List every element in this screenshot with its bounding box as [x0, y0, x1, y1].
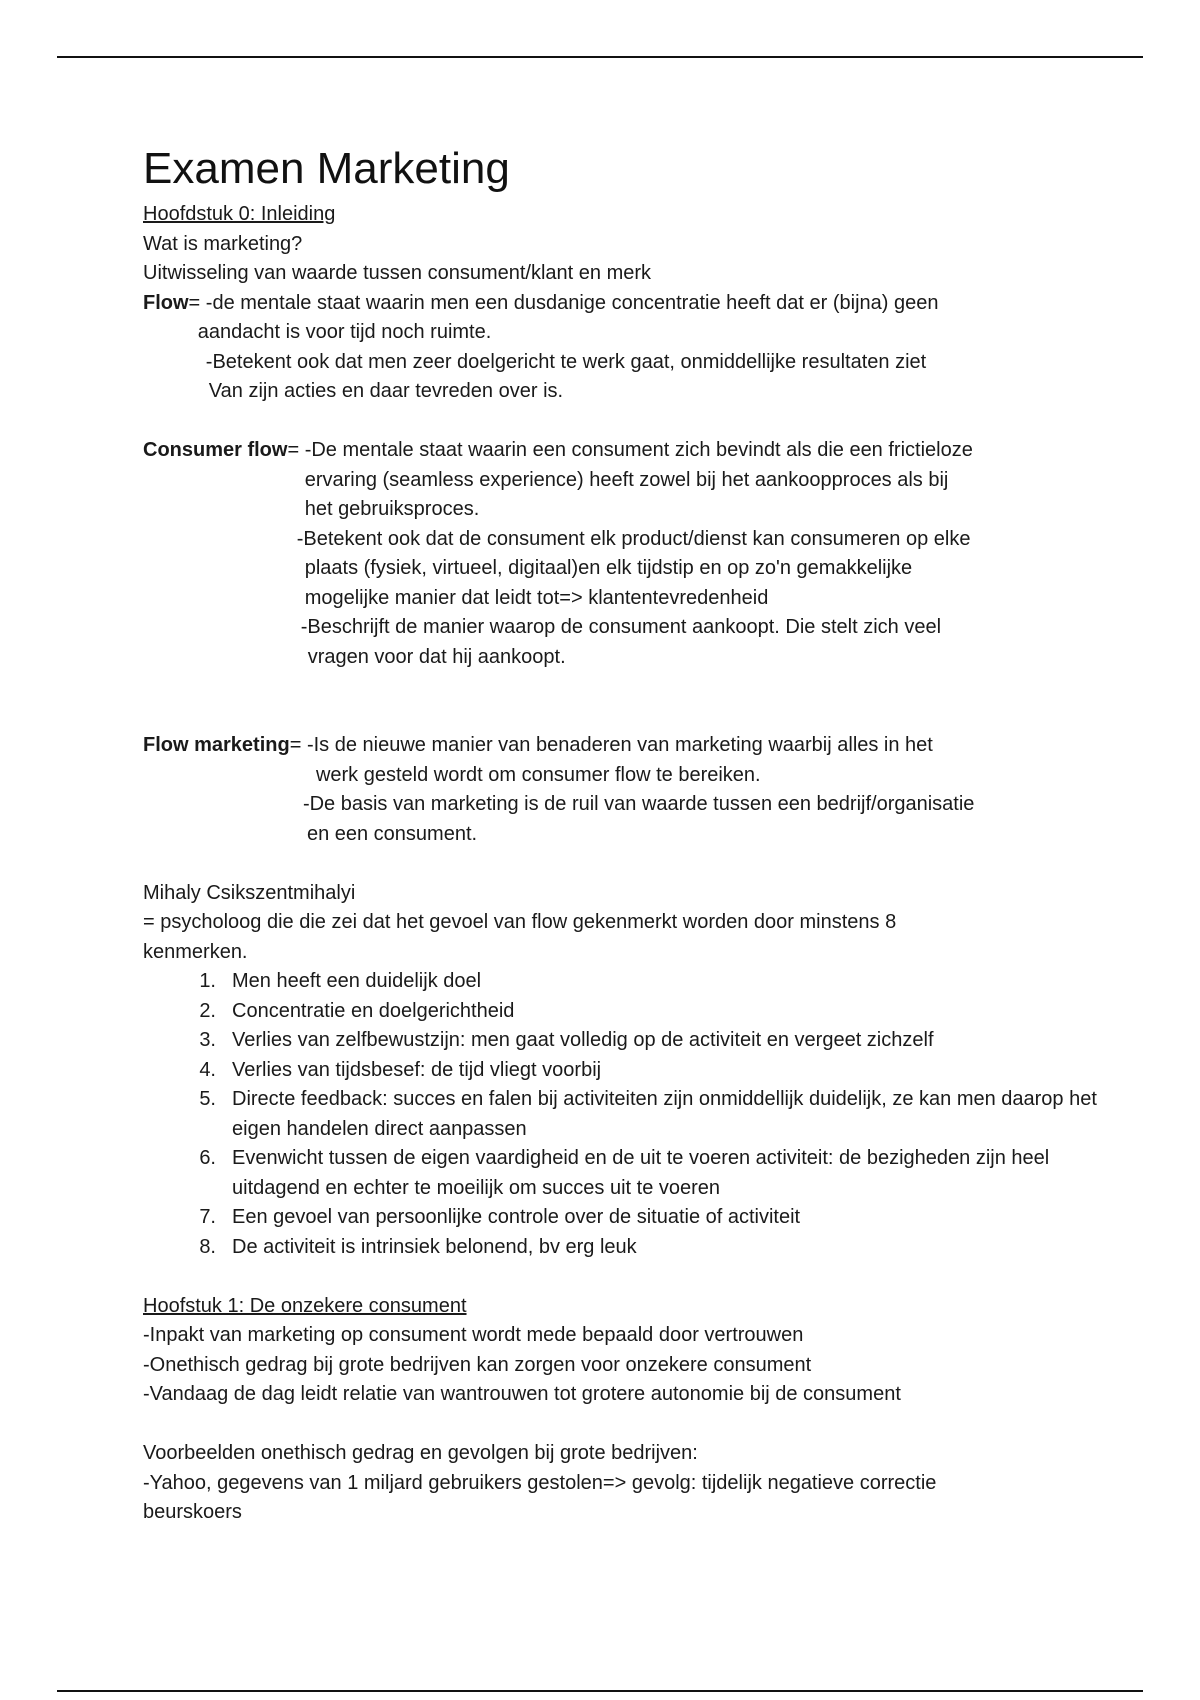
list-item-number: 2.: [199, 999, 216, 1022]
list-item-text: De activiteit is intrinsiek belonend, bv erg leuk: [232, 1235, 637, 1258]
list-item-text: Concentratie en doelgerichtheid: [232, 999, 515, 1022]
flow-marketing-line: -De basis van marketing is de ruil van waarde tussen een bedrijf/organisatie: [302, 793, 975, 815]
consumer-flow-line: het gebruiksproces.: [304, 498, 480, 520]
list-item: [143, 997, 1103, 1027]
answer-line: Uitwisseling van waarde tussen consument/klant en merk: [143, 262, 652, 284]
list-item-number: 3.: [199, 1029, 216, 1051]
consumer-flow-eq: =: [287, 439, 305, 461]
consumer-flow-definition: [143, 436, 1103, 672]
document-title: Examen Marketing: [143, 144, 510, 193]
flow-marketing-line: werk gesteld wordt om consumer flow te bereiken.: [315, 763, 761, 786]
list-item-number: 7.: [199, 1206, 216, 1228]
spacer: [143, 672, 1103, 731]
list-item-text: Directe feedback: succes en falen bij activiteiten zijn onmiddellijk duidelijk, ze kan men daarop het eigen handelen direct aanpassen: [232, 1088, 1097, 1140]
consumer-flow-term: Consumer flow: [143, 439, 288, 461]
spacer: [143, 407, 1103, 437]
psychologist-name: Mihaly Csikszentmihalyi: [143, 881, 356, 904]
list-item: [143, 1233, 1103, 1263]
document-page: [143, 142, 1103, 1528]
list-item-text: Verlies van zelfbewustzijn: men gaat volledig op de activiteit en vergeet zichzelf: [232, 1029, 934, 1051]
consumer-flow-line: -Beschrijft de manier waarop de consument aankoopt. Die stelt zich veel: [300, 616, 942, 638]
list-item: [143, 1026, 1103, 1056]
example-line: beurskoers: [143, 1501, 242, 1523]
flow-marketing-line: -Is de nieuwe manier van benaderen van marketing waarbij alles in het: [306, 734, 933, 756]
spacer: [143, 1410, 1103, 1440]
list-item-number: 8.: [199, 1235, 216, 1258]
flow-body: [197, 289, 1103, 407]
flow-marketing-line: en een consument.: [306, 822, 478, 845]
chapter-0-heading: Hoofdstuk 0: Inleiding: [143, 203, 336, 225]
flow-marketing-body: [302, 731, 1103, 849]
flow-characteristics-list: [143, 967, 1103, 1262]
list-item: [143, 1056, 1103, 1086]
list-item-text: Een gevoel van persoonlijke controle over de situatie of activiteit: [232, 1206, 801, 1228]
consumer-flow-line: -Betekent ook dat de consument elk product/dienst kan consumeren op elke: [296, 527, 971, 550]
psychologist-description: = psycholoog die die zei dat het gevoel van flow gekenmerkt worden door minstens 8: [143, 911, 897, 933]
examples-heading: Voorbeelden onethisch gedrag en gevolgen bij grote bedrijven:: [143, 1442, 698, 1464]
question-line: Wat is marketing?: [143, 232, 303, 255]
flow-marketing-definition: [143, 731, 1103, 849]
example-line: -Yahoo, gegevens van 1 miljard gebruikers gestolen=> gevolg: tijdelijk negatieve correctie: [143, 1471, 937, 1494]
flow-line: aandacht is voor tijd noch ruimte.: [197, 321, 492, 343]
flow-line: Van zijn acties en daar tevreden over is.: [208, 380, 564, 402]
list-item: [143, 1203, 1103, 1233]
chapter-1-line: -Vandaag de dag leidt relatie van wantrouwen tot grotere autonomie bij de consument: [143, 1383, 901, 1405]
consumer-flow-line: ervaring (seamless experience) heeft zowel bij het aankoopproces als bij: [304, 468, 949, 491]
spacer: [143, 1262, 1103, 1292]
chapter-1-line: -Onethisch gedrag bij grote bedrijven kan zorgen voor onzekere consument: [143, 1353, 812, 1376]
list-item-number: 5.: [199, 1088, 216, 1110]
consumer-flow-line: plaats (fysiek, virtueel, digitaal)en elk tijdstip en op zo'n gemakkelijke: [304, 557, 913, 579]
flow-line: -de mentale staat waarin men een dusdanige concentratie heeft dat er (bijna) geen: [205, 291, 939, 314]
list-item-number: 6.: [199, 1147, 216, 1169]
footer-rule: [57, 1690, 1143, 1692]
list-item: [143, 1144, 1103, 1203]
spacer: [143, 849, 1103, 879]
header-rule: [57, 56, 1143, 58]
flow-term: Flow: [143, 291, 189, 314]
consumer-flow-line: mogelijke manier dat leidt tot=> klantentevredenheid: [304, 586, 769, 609]
list-item-number: 1.: [199, 970, 216, 992]
list-item: [143, 967, 1103, 997]
psychologist-description: kenmerken.: [143, 940, 248, 963]
consumer-flow-line: -De mentale staat waarin een consument zich bevindt als die een frictieloze: [304, 439, 973, 461]
list-item-text: Men heeft een duidelijk doel: [232, 970, 482, 992]
list-item-text: Verlies van tijdsbesef: de tijd vliegt voorbij: [232, 1058, 602, 1081]
flow-eq: =: [188, 291, 206, 314]
chapter-1-heading: Hoofstuk 1: De onzekere consument: [143, 1294, 467, 1317]
list-item: [143, 1085, 1103, 1144]
chapter-1-line: -Inpakt van marketing op consument wordt mede bepaald door vertrouwen: [143, 1324, 804, 1346]
list-item-number: 4.: [199, 1058, 216, 1081]
flow-marketing-term: Flow marketing: [143, 734, 290, 756]
consumer-flow-body: [296, 436, 1103, 672]
flow-marketing-eq: =: [289, 734, 307, 756]
flow-definition: [143, 289, 1103, 407]
consumer-flow-line: vragen voor dat hij aankoopt.: [307, 645, 566, 668]
list-item-text: Evenwicht tussen de eigen vaardigheid en de uit te voeren activiteit: de bezigheden zijn heel uitdagend en echter te moeilijk om succes uit te voeren: [232, 1147, 1050, 1199]
flow-line: -Betekent ook dat men zeer doelgericht te werk gaat, onmiddellijke resultaten ziet: [205, 350, 927, 373]
